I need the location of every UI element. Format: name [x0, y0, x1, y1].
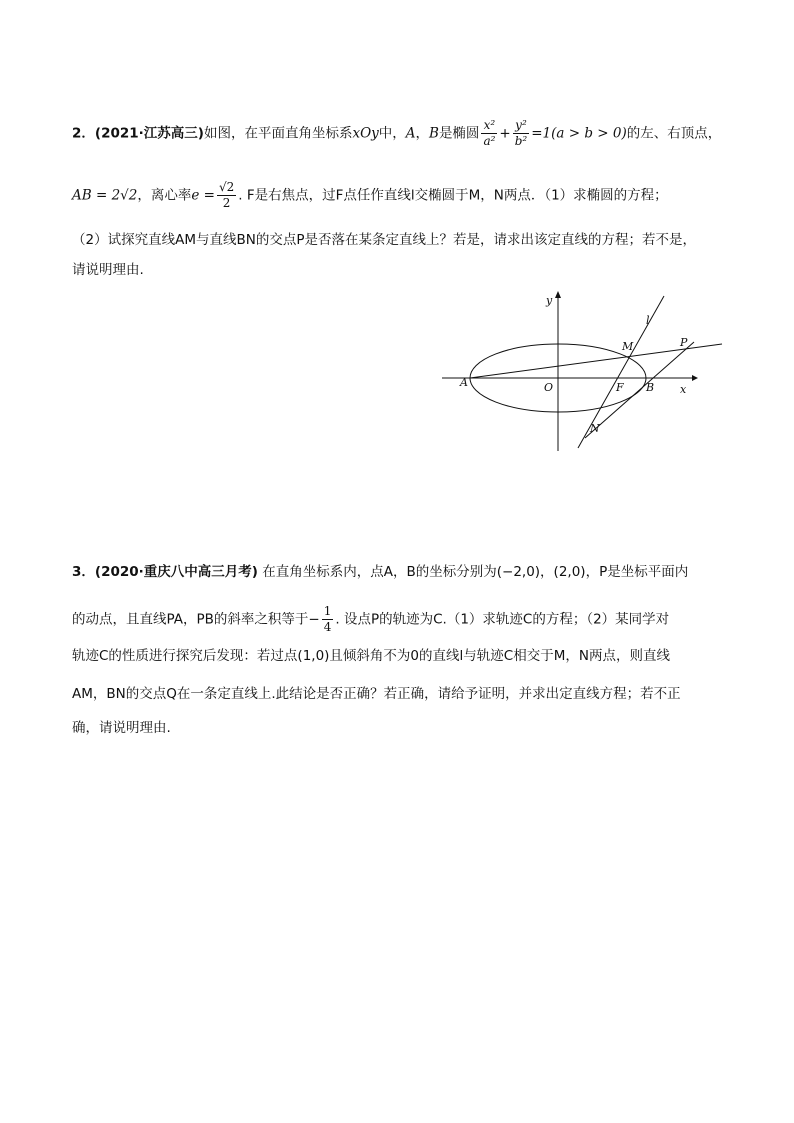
q2-source: (2021·江苏高三): [94, 125, 204, 142]
q3-line-2: [72, 604, 669, 635]
q3-source: (2020·重庆八中高三月考): [94, 564, 258, 580]
label-o: O: [544, 381, 554, 394]
q3-line-5: 确，请说明理由.: [72, 720, 171, 736]
q2-line-2: [72, 180, 668, 211]
ecc-frac: $\frac{√2}{2}$: [218, 180, 235, 210]
label-b: B: [646, 381, 655, 394]
ellipse-figure: [440, 286, 740, 456]
label-y: y: [546, 294, 553, 307]
q3-line-4: AM，BN的交点Q在一条定直线上.此结论是否正确？若正确，请给予证明，并求出定直线方程；若不正: [72, 686, 681, 702]
q2-number: 2．: [72, 125, 95, 142]
q3-line-1: [72, 562, 688, 582]
x-axis-arrow: [692, 375, 698, 381]
q3-text: . 设点P的轨迹为C.（1）求轨迹C的方程；（2）某同学对: [335, 611, 670, 628]
label-n: N: [590, 422, 600, 435]
label-a: A: [460, 376, 468, 389]
line-bn: [585, 342, 694, 438]
line-ap: [470, 344, 722, 378]
q2-text: 中，: [378, 125, 406, 142]
ellipse-eq-rest: =1(a > b > 0): [531, 125, 627, 142]
q2-line-3: （2）试探究直线AM与直线BN的交点P是否落在某条定直线上？若是，请求出该定直线的方程；若不是，: [72, 232, 696, 248]
q3-number: 3．: [72, 564, 95, 580]
q3-frac: $\frac{1}{4}$: [323, 604, 332, 634]
label-l: l: [646, 314, 650, 327]
q2-point-b: B: [429, 125, 439, 142]
label-f: F: [616, 381, 624, 394]
q3-text: 的动点，且直线PA，PB的斜率之积等于−: [72, 611, 320, 628]
ellipse-frac-x: $\frac{\text{x²}}{\text{a²}}$: [483, 118, 496, 148]
q2-text: . F是右焦点，过F点任作直线l交椭圆于M，N两点．（1）求椭圆的方程；: [238, 187, 668, 204]
q2-coord-sys: xOy: [352, 125, 379, 142]
ecc-lhs: e =: [191, 187, 215, 204]
label-x: x: [680, 383, 687, 396]
q2-text: ，离心率: [137, 187, 192, 204]
q2-text: 的左、右顶点，: [626, 125, 722, 142]
q2-text: ，: [415, 125, 430, 142]
label-p: P: [680, 336, 688, 349]
label-m: M: [622, 340, 634, 353]
q3-text: 在直角坐标系内，点A，B的坐标分别为(−2,0)，(2,0)，P是坐标平面内: [262, 564, 689, 580]
y-axis-arrow: [555, 291, 561, 298]
q2-line-4: 请说明理由.: [72, 262, 144, 278]
q3-line-3: 轨迹C的性质进行探究后发现：若过点(1,0)且倾斜角不为0的直线l与轨迹C相交于M，N两点，则直线: [72, 648, 670, 664]
q2-point-a: A: [405, 125, 416, 142]
q2-text: 如图，在平面直角坐标系: [203, 125, 353, 142]
ab-length: AB = 2√2: [72, 187, 138, 204]
ellipse-frac-y: $\frac{\text{y²}}{\text{b²}}$: [514, 118, 528, 148]
q2-line-1: 2．(2021·江苏高三)如图，在平面直角坐标系xOy中，A，B是椭圆 $\frac{\text{x²}}{\text{a²}}$ + $\frac{\text{y²}}{\text{b²}}$ =1(a > b > 0)的左、右顶点，: [72, 118, 722, 148]
q2-text: 是椭圆: [438, 125, 480, 142]
